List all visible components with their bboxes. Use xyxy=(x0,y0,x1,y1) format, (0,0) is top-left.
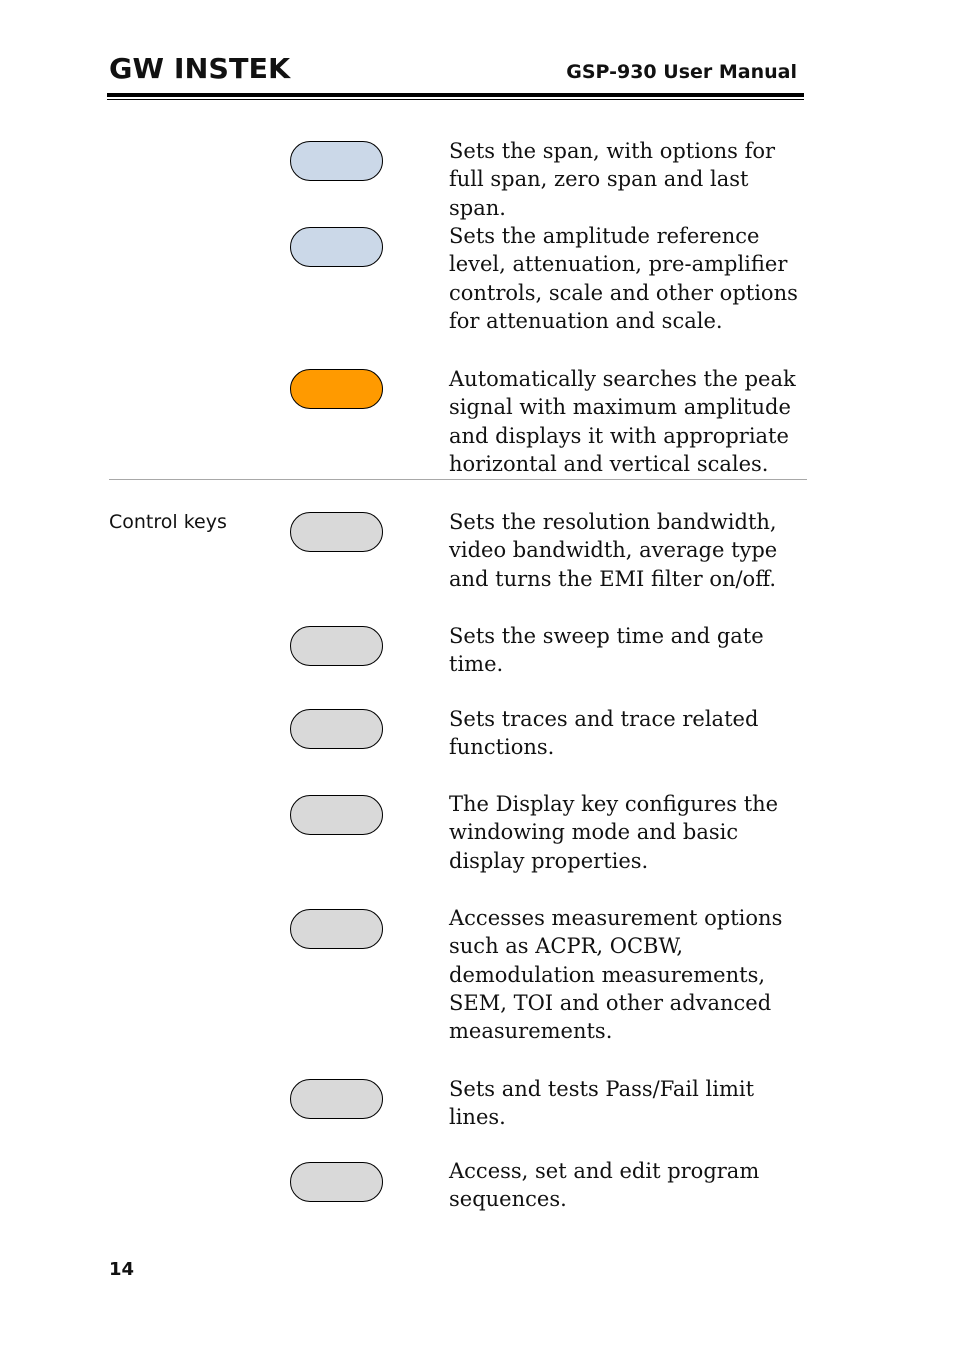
limit-line-key xyxy=(290,1079,383,1119)
brand-logo: GW INSTEK xyxy=(109,52,291,85)
meas-key xyxy=(290,909,383,949)
meas-key-description: Accesses measurement options such as ACPR, OCBW, demodulation measurements, SEM, TOI and other advanced measurements. xyxy=(449,906,783,1044)
header-rule xyxy=(107,93,804,97)
sequence-key-description: Access, set and edit program sequences. xyxy=(449,1159,760,1212)
autoset-key xyxy=(290,369,383,409)
autoset-key-description: Automatically searches the peak signal with maximum amplitude and displays it with appropriate horizontal and vertical scales. xyxy=(449,367,796,476)
trace-key-description: Sets traces and trace related functions. xyxy=(449,707,759,760)
display-key xyxy=(290,795,383,835)
bw-key xyxy=(290,512,383,552)
amplitude-key-description: Sets the amplitude reference level, attenuation, pre-amplifier controls, scale and other options for attenuation and scale. xyxy=(449,224,798,333)
section-label: Control keys xyxy=(109,511,227,533)
display-key-description: The Display key configures the windowing mode and basic display properties. xyxy=(449,792,779,873)
trace-key xyxy=(290,709,383,749)
sweep-key-description: Sets the sweep time and gate time. xyxy=(449,624,764,677)
sweep-key xyxy=(290,626,383,666)
header-rule-thin xyxy=(107,99,804,100)
bw-key-description: Sets the resolution bandwidth, video bandwidth, average type and turns the EMI filter on/off. xyxy=(449,510,778,591)
span-key xyxy=(290,141,383,181)
amplitude-key xyxy=(290,227,383,267)
manual-title: GSP-930 User Manual xyxy=(566,61,797,83)
span-key-description: Sets the span, with options for full span, zero span and last span. xyxy=(449,139,776,220)
limit-line-key-description: Sets and tests Pass/Fail limit lines. xyxy=(449,1077,755,1130)
section-divider xyxy=(109,479,807,480)
page-number: 14 xyxy=(109,1259,135,1280)
sequence-key xyxy=(290,1162,383,1202)
